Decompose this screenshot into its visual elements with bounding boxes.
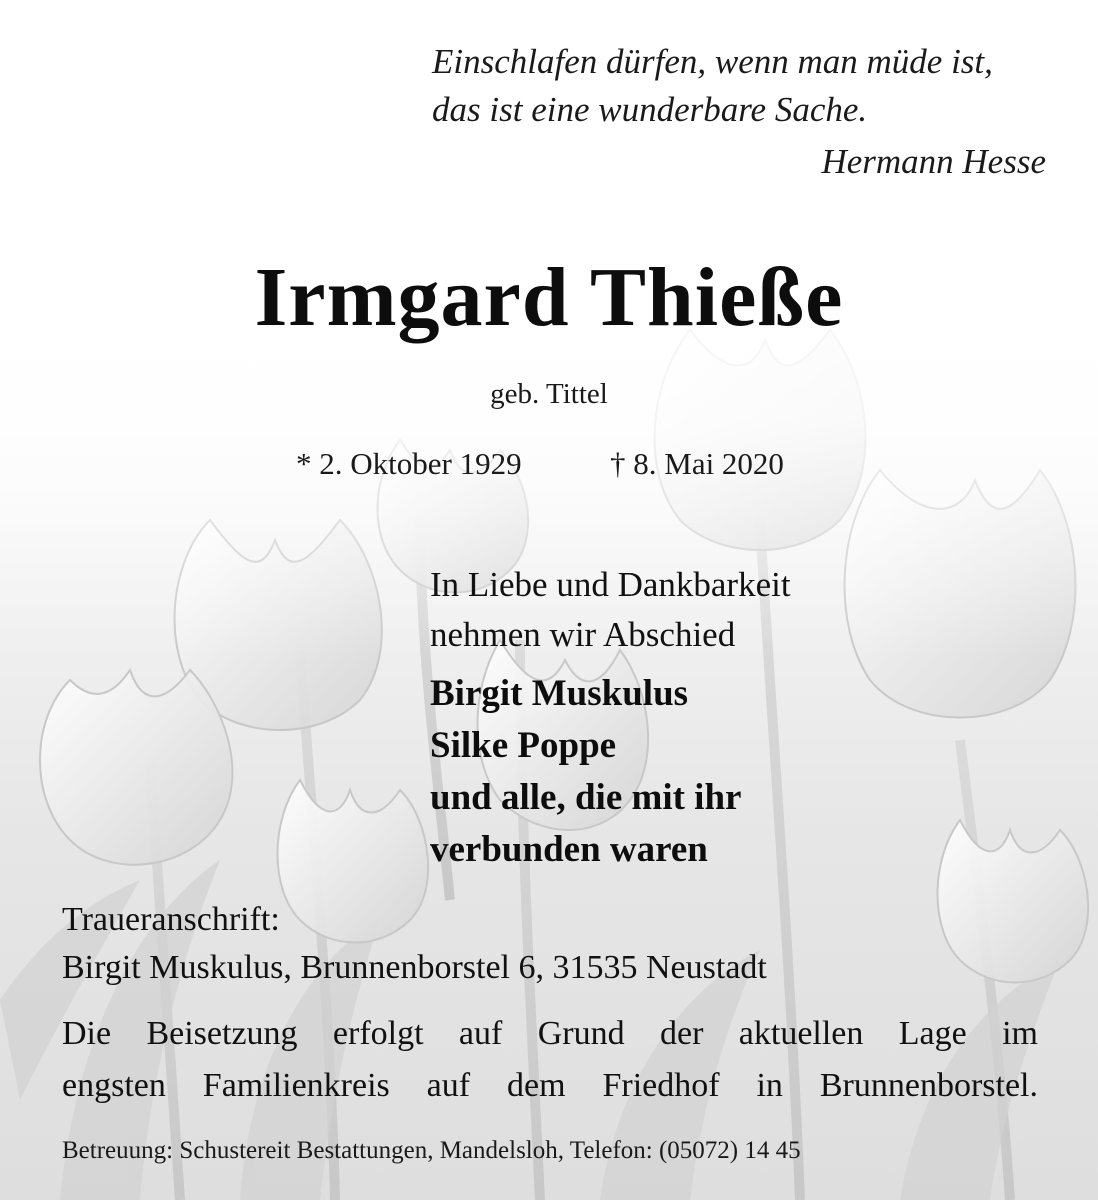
farewell-line: In Liebe und Dankbarkeit <box>430 565 791 604</box>
farewell-line: nehmen wir Abschied <box>430 615 736 654</box>
mourner-line: und alle, die mit ihr <box>430 777 742 818</box>
farewell-text <box>430 560 791 660</box>
poem-quote <box>432 38 1062 134</box>
burial-line: engsten Familienkreis auf dem Friedhof in Brunnenborstel. <box>62 1067 1038 1104</box>
address-line: Birgit Muskulus, Brunnenborstel 6, 31535 Neustadt <box>62 949 767 986</box>
burial-line: Die Beisetzung erfolgt auf Grund der aktuellen Lage im <box>62 1015 1038 1052</box>
funeral-home-footer: Betreuung: Schustereit Bestattungen, Mandelsloh, Telefon: (05072) 14 45 <box>62 1137 801 1164</box>
death-date: † 8. Mai 2020 <box>610 446 784 481</box>
burial-note <box>62 1008 1038 1112</box>
mourner-line: verbunden waren <box>430 829 708 870</box>
mourner-name: Silke Poppe <box>430 725 617 766</box>
quote-line: das ist eine wunderbare Sache. <box>432 90 868 129</box>
mourners-list <box>430 668 741 876</box>
mourner-name: Birgit Muskulus <box>430 673 689 714</box>
birth-date: * 2. Oktober 1929 <box>296 446 522 481</box>
mourning-address <box>62 896 1042 992</box>
deceased-name: Irmgard Thieße <box>254 251 844 344</box>
quote-author: Hermann Hesse <box>821 142 1046 181</box>
maiden-name: geb. Tittel <box>490 378 608 410</box>
quote-line: Einschlafen dürfen, wenn man müde ist, <box>432 42 993 81</box>
address-label: Traueranschrift: <box>62 901 280 938</box>
